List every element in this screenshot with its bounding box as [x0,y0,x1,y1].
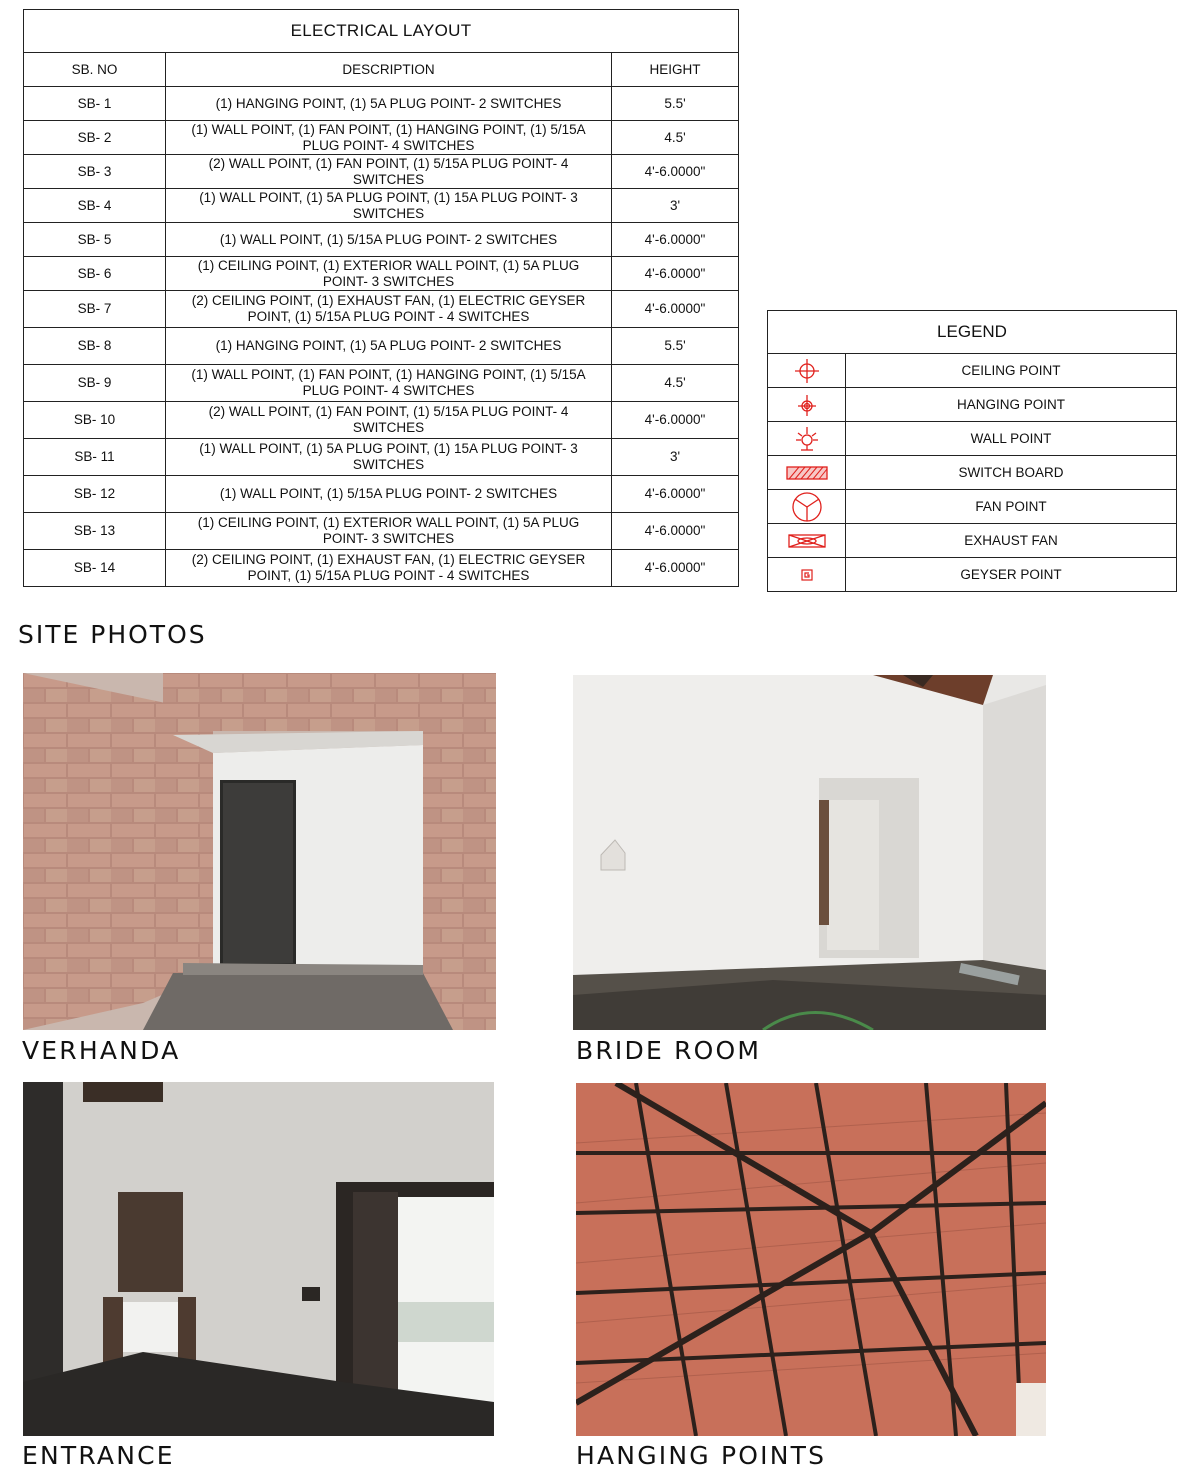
sb-height: 4'-6.0000" [612,402,739,439]
hanging-points-photo [576,1083,1046,1436]
sb-number: SB- 4 [24,189,166,223]
legend-row [768,422,1177,456]
sb-height: 4'-6.0000" [612,257,739,291]
bride-room-photo [573,675,1046,1030]
sb-description: (1) CEILING POINT, (1) EXTERIOR WALL POINT, (1) 5A PLUG POINT- 3 SWITCHES [166,513,612,550]
sb-number: SB- 12 [24,476,166,513]
sb-height: 3' [612,439,739,476]
sb-description: (1) WALL POINT, (1) 5/15A PLUG POINT- 2 SWITCHES [166,223,612,257]
exhaust-fan-icon [768,524,846,558]
legend-row [768,388,1177,422]
sb-height: 5.5' [612,87,739,121]
table-row [24,328,739,365]
table-row [24,223,739,257]
verhanda-photo [23,673,496,1030]
sb-description: (2) CEILING POINT, (1) EXHAUST FAN, (1) ELECTRIC GEYSER POINT, (1) 5/15A PLUG POINT - 4 SWITCHES [166,291,612,328]
table-row [24,121,739,155]
legend-label: SWITCH BOARD [846,456,1177,490]
legend-row [768,354,1177,388]
table-row [24,439,739,476]
sb-height: 4'-6.0000" [612,291,739,328]
table-row [24,550,739,587]
table-row [24,513,739,550]
legend-label: FAN POINT [846,490,1177,524]
sb-height: 4'-6.0000" [612,476,739,513]
sb-description: (1) CEILING POINT, (1) EXTERIOR WALL POINT, (1) 5A PLUG POINT- 3 SWITCHES [166,257,612,291]
sb-description: (2) CEILING POINT, (1) EXHAUST FAN, (1) ELECTRIC GEYSER POINT, (1) 5/15A PLUG POINT - 4 SWITCHES [166,550,612,587]
photo-caption: BRIDE ROOM [576,1036,762,1065]
table-row [24,476,739,513]
legend-row [768,524,1177,558]
electrical-layout-table [23,9,739,587]
legend-table [767,310,1177,592]
table-row [24,402,739,439]
entrance-photo [23,1082,494,1436]
ceiling-point-icon [768,354,846,388]
sb-number: SB- 8 [24,328,166,365]
header-sb-no: SB. NO [24,53,166,87]
table-row [24,257,739,291]
site-photos-title: SITE PHOTOS [18,620,207,649]
sb-height: 4.5' [612,365,739,402]
legend-label: EXHAUST FAN [846,524,1177,558]
geyser-point-icon [768,558,846,592]
sb-number: SB- 2 [24,121,166,155]
sb-description: (1) WALL POINT, (1) 5A PLUG POINT, (1) 15A PLUG POINT- 3 SWITCHES [166,189,612,223]
sb-height: 4.5' [612,121,739,155]
sb-number: SB- 10 [24,402,166,439]
sb-number: SB- 6 [24,257,166,291]
legend-label: HANGING POINT [846,388,1177,422]
sb-description: (1) HANGING POINT, (1) 5A PLUG POINT- 2 SWITCHES [166,87,612,121]
table-row [24,291,739,328]
electrical-layout-title: ELECTRICAL LAYOUT [24,10,739,53]
legend-title: LEGEND [768,311,1177,354]
photo-caption: HANGING POINTS [576,1441,827,1470]
legend-label: CEILING POINT [846,354,1177,388]
legend-row [768,456,1177,490]
hanging-point-icon [768,388,846,422]
sb-number: SB- 13 [24,513,166,550]
table-row [24,365,739,402]
sb-height: 5.5' [612,328,739,365]
sb-height: 4'-6.0000" [612,513,739,550]
sb-number: SB- 9 [24,365,166,402]
legend-row [768,558,1177,592]
sb-description: (2) WALL POINT, (1) FAN POINT, (1) 5/15A PLUG POINT- 4 SWITCHES [166,155,612,189]
sb-number: SB- 5 [24,223,166,257]
table-row [24,155,739,189]
legend-label: GEYSER POINT [846,558,1177,592]
sb-number: SB- 1 [24,87,166,121]
header-height: HEIGHT [612,53,739,87]
photo-caption: ENTRANCE [22,1441,175,1470]
sb-description: (1) HANGING POINT, (1) 5A PLUG POINT- 2 SWITCHES [166,328,612,365]
switch-board-icon [768,456,846,490]
photo-caption: VERHANDA [22,1036,181,1065]
table-row [24,87,739,121]
sb-number: SB- 11 [24,439,166,476]
fan-point-icon [768,490,846,524]
legend-label: WALL POINT [846,422,1177,456]
table-row [24,189,739,223]
sb-height: 4'-6.0000" [612,223,739,257]
sb-description: (2) WALL POINT, (1) FAN POINT, (1) 5/15A PLUG POINT- 4 SWITCHES [166,402,612,439]
sb-height: 4'-6.0000" [612,155,739,189]
sb-number: SB- 3 [24,155,166,189]
sb-description: (1) WALL POINT, (1) 5/15A PLUG POINT- 2 SWITCHES [166,476,612,513]
sb-height: 4'-6.0000" [612,550,739,587]
wall-point-icon [768,422,846,456]
sb-height: 3' [612,189,739,223]
sb-number: SB- 14 [24,550,166,587]
sb-description: (1) WALL POINT, (1) FAN POINT, (1) HANGING POINT, (1) 5/15A PLUG POINT- 4 SWITCHES [166,365,612,402]
header-description: DESCRIPTION [166,53,612,87]
legend-row [768,490,1177,524]
sb-description: (1) WALL POINT, (1) FAN POINT, (1) HANGING POINT, (1) 5/15A PLUG POINT- 4 SWITCHES [166,121,612,155]
sb-description: (1) WALL POINT, (1) 5A PLUG POINT, (1) 15A PLUG POINT- 3 SWITCHES [166,439,612,476]
sb-number: SB- 7 [24,291,166,328]
